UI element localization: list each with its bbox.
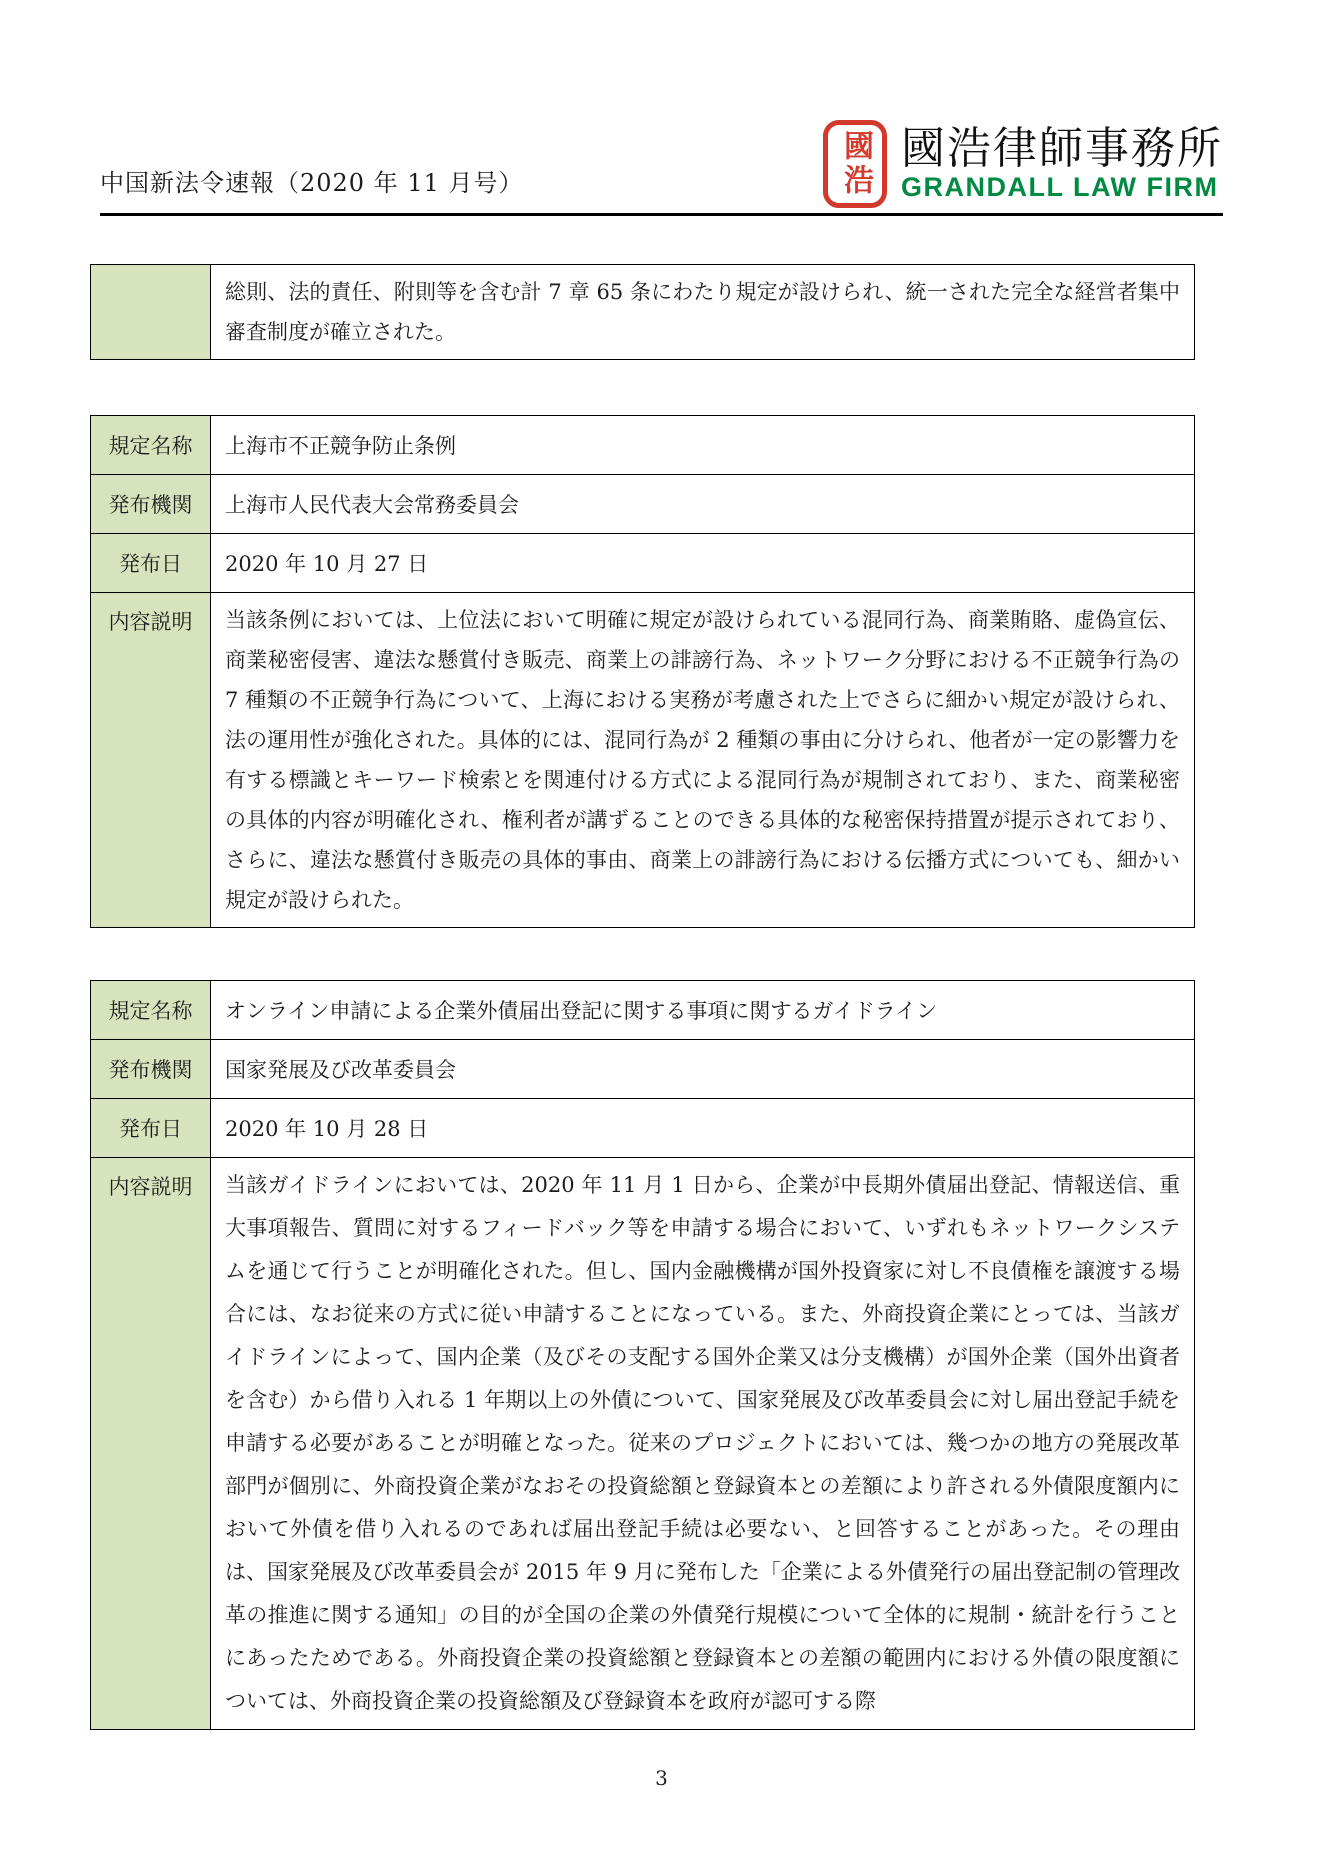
row-label-cell: 内容説明 xyxy=(91,1158,211,1730)
row-content-cell: 国家発展及び改革委員会 xyxy=(211,1040,1195,1099)
row-label-cell: 規定名称 xyxy=(91,981,211,1040)
table-row xyxy=(91,416,1195,475)
firm-logo xyxy=(823,120,1223,208)
table-row xyxy=(91,265,1195,360)
firm-names xyxy=(901,122,1223,204)
firm-name-en: GRANDALL LAW FIRM xyxy=(901,172,1219,203)
page-title: 中国新法令速報（2020 年 11 月号） xyxy=(100,169,524,197)
regulation-table-2 xyxy=(90,980,1195,1730)
table-row xyxy=(91,534,1195,593)
row-content-cell: 当該ガイドラインにおいては、2020 年 11 月 1 日から、企業が中長期外債届出登記、情報送信、重大事項報告、質問に対するフィードバック等を申請する場合において、いずれもネットワークシステムを通じて行うことが明確化された。但し、国内金融機構が国外投資家に対し不良債権を譲渡する場合には、なお従来の方式に従い申請することになっている。また、外商投資企業にとっては、当該ガイドラインによって、国内企業（及びその支配する国外企業又は分支機構）が国外企業（国外出資者を含む）から借り入れる 1 年期以上の外債について、国家発展及び改革委員会に対し届出登記手続を申請する必要があることが明確となった。従来のプロジェクトにおいては、幾つかの地方の発展改革部門が個別に、外商投資企業がなおその投資総額と登録資本との差額により許される外債限度額内において外債を借り入れるのであれば届出登記手続は必要ない、と回答することがあった。その理由は、国家発展及び改革委員会が 2015 年 9 月に発布した「企業による外債発行の届出登記制の管理改革の推進に関する通知」の目的が全国の企業の外債発行規模について全体的に規制・統計を行うことにあったためである。外商投資企業の投資総額と登録資本との差額の範囲内における外債の限度額については、外商投資企業の投資総額及び登録資本を政府が認可する際 xyxy=(211,1158,1195,1730)
row-label-cell xyxy=(91,265,211,360)
row-content-cell: 総則、法的責任、附則等を含む計 7 章 65 条にわたり規定が設けられ、統一された完全な経営者集中審査制度が確立された。 xyxy=(211,265,1195,360)
row-label-cell: 発布日 xyxy=(91,1099,211,1158)
table-row xyxy=(91,981,1195,1040)
page-header xyxy=(100,0,1223,216)
seal-text: 國浩 xyxy=(838,130,873,198)
continuation-table xyxy=(90,264,1195,360)
seal-icon xyxy=(823,120,887,208)
row-label-cell: 発布機関 xyxy=(91,475,211,534)
row-content-cell: 2020 年 10 月 28 日 xyxy=(211,1099,1195,1158)
row-content-cell: 上海市人民代表大会常務委員会 xyxy=(211,475,1195,534)
row-label-cell: 発布日 xyxy=(91,534,211,593)
firm-name-cjk: 國浩律師事務所 xyxy=(901,122,1223,174)
row-content-cell: 上海市不正競争防止条例 xyxy=(211,416,1195,475)
row-content-cell: 2020 年 10 月 27 日 xyxy=(211,534,1195,593)
table-row xyxy=(91,1040,1195,1099)
row-content-cell: オンライン申請による企業外債届出登記に関する事項に関するガイドライン xyxy=(211,981,1195,1040)
regulation-table-1 xyxy=(90,415,1195,928)
row-content-cell: 当該条例においては、上位法において明確に規定が設けられている混同行為、商業賄賂、虚偽宣伝、商業秘密侵害、違法な懸賞付き販売、商業上の誹謗行為、ネットワーク分野における不正競争行為の 7 種類の不正競争行為について、上海における実務が考慮された上でさらに細かい規定が設けられ、法の運用性が強化された。具体的には、混同行為が 2 種類の事由に分けられ、他者が一定の影響力を有する標識とキーワード検索とを関連付ける方式による混同行為が規制されており、また、商業秘密の具体的内容が明確化され、権利者が講ずることのできる具体的な秘密保持措置が提示されており、さらに、違法な懸賞付き販売の具体的事由、商業上の誹謗行為における伝播方式についても、細かい規定が設けられた。 xyxy=(211,593,1195,928)
row-label-cell: 内容説明 xyxy=(91,593,211,928)
table-row xyxy=(91,475,1195,534)
row-label-cell: 発布機関 xyxy=(91,1040,211,1099)
table-row xyxy=(91,1099,1195,1158)
page-number: 3 xyxy=(655,1766,668,1790)
row-label-cell: 規定名称 xyxy=(91,416,211,475)
table-row xyxy=(91,593,1195,928)
table-row xyxy=(91,1158,1195,1730)
